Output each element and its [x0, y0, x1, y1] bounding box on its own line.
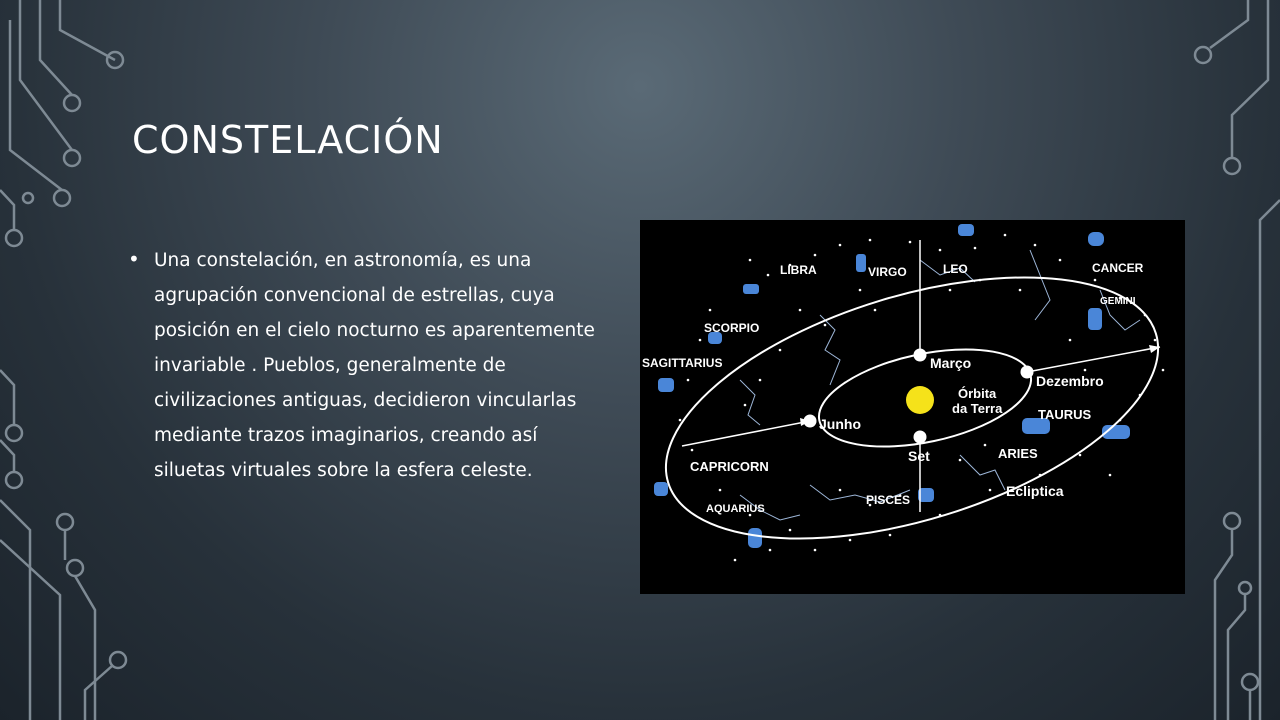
earth-position-set	[914, 431, 927, 444]
constellation-diagram	[640, 220, 1185, 594]
bullet-item	[128, 243, 613, 488]
sun-icon	[906, 386, 934, 414]
label-libra: LIBRA	[780, 263, 817, 277]
label-pisces: PISCES	[866, 493, 911, 507]
label-cancer: CANCER	[1092, 261, 1144, 275]
label-virgo: VIRGO	[868, 265, 907, 279]
label-gemini: GEMINI	[1100, 296, 1136, 307]
label-scorpio: SCORPIO	[704, 321, 760, 335]
ecliptic-diagram-svg	[640, 220, 1185, 594]
label-junho: Junho	[819, 416, 861, 432]
label-orbita-line2: da Terra	[952, 401, 1003, 416]
earth-position-marco	[914, 349, 927, 362]
label-aries: ARIES	[998, 446, 1038, 461]
label-leo: LEO	[943, 262, 968, 276]
label-taurus: TAURUS	[1038, 407, 1092, 422]
bullet-text: Una constelación, en astronomía, es una agrupación convencional de estrellas, cuya posición en el cielo nocturno es aparentemente invariable . Pueblos, generalmente de civilizaciones antiguas, decidieron vincularlas mediante trazos imaginarios, creando así siluetas virtuales sobre la esfera celeste.	[154, 250, 595, 481]
slide-title: CONSTELACIÓN	[132, 118, 444, 162]
label-capricorn: CAPRICORN	[690, 459, 769, 474]
bullet-dot-icon: •	[128, 247, 140, 271]
axis-line-left	[682, 421, 810, 446]
slide-body	[128, 243, 613, 488]
label-dezembro: Dezembro	[1036, 373, 1104, 389]
earth-position-junho	[804, 415, 817, 428]
label-aquarius: AQUARIUS	[706, 503, 765, 515]
label-ecliptica: Ecliptica	[1006, 483, 1064, 499]
label-orbita-line1: Órbita	[958, 386, 997, 401]
label-marco: Março	[930, 355, 972, 371]
label-sagittarius: SAGITTARIUS	[642, 356, 723, 370]
earth-position-dezembro	[1021, 366, 1034, 379]
axis-line-right	[1027, 347, 1160, 372]
label-set: Set	[908, 448, 930, 464]
